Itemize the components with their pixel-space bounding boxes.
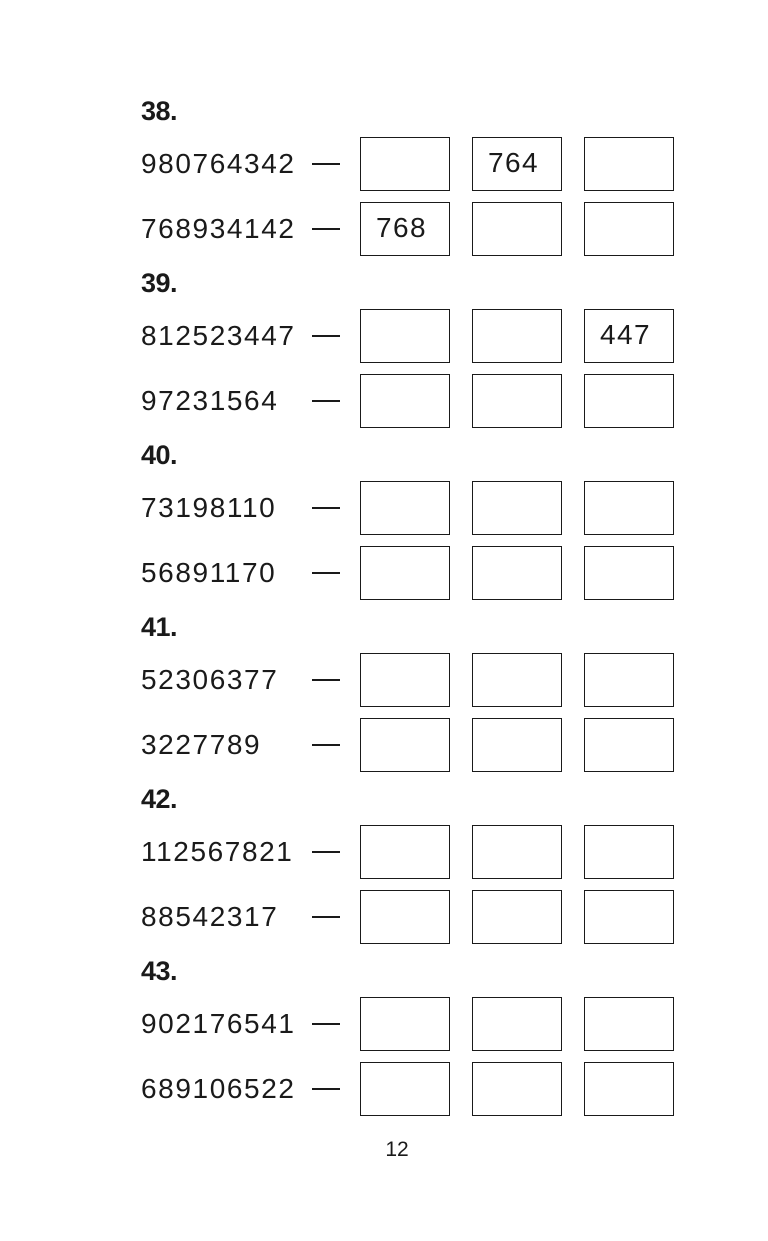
- number-to-split: 88542317: [141, 901, 279, 932]
- answer-box[interactable]: [472, 997, 562, 1051]
- answer-box[interactable]: [584, 825, 674, 879]
- page-number: 12: [385, 1138, 409, 1161]
- em-dash: [312, 507, 340, 509]
- exercise-number: 38.: [141, 96, 178, 126]
- number-to-split: 980764342: [141, 148, 296, 179]
- answer-box[interactable]: [360, 825, 450, 879]
- answer-box[interactable]: [472, 890, 562, 944]
- answer-box[interactable]: 447: [584, 309, 674, 363]
- em-dash: [312, 851, 340, 853]
- number-to-split: 56891170: [141, 557, 277, 588]
- answer-box[interactable]: [360, 1062, 450, 1116]
- em-dash: [312, 163, 340, 165]
- answer-box[interactable]: [584, 718, 674, 772]
- answer-box[interactable]: [360, 309, 450, 363]
- answer-box[interactable]: [360, 890, 450, 944]
- exercise-number: 42.: [141, 784, 178, 814]
- answer-box[interactable]: [472, 309, 562, 363]
- answer-box[interactable]: [472, 481, 562, 535]
- answer-box[interactable]: 764: [472, 137, 562, 191]
- answer-box[interactable]: [360, 997, 450, 1051]
- answer-box[interactable]: [472, 718, 562, 772]
- em-dash: [312, 916, 340, 918]
- number-to-split: 902176541: [141, 1008, 296, 1039]
- answer-box[interactable]: [584, 202, 674, 256]
- answer-box[interactable]: [472, 374, 562, 428]
- answer-box[interactable]: [584, 1062, 674, 1116]
- answer-box[interactable]: [584, 137, 674, 191]
- answer-box[interactable]: [584, 546, 674, 600]
- number-to-split: 812523447: [141, 320, 296, 351]
- number-to-split: 97231564: [141, 385, 279, 416]
- answer-box[interactable]: [360, 481, 450, 535]
- answer-box[interactable]: [584, 374, 674, 428]
- answer-box[interactable]: [360, 137, 450, 191]
- answer-box[interactable]: [584, 653, 674, 707]
- em-dash: [312, 335, 340, 337]
- answer-box[interactable]: [360, 653, 450, 707]
- em-dash: [312, 572, 340, 574]
- em-dash: [312, 1088, 340, 1090]
- number-to-split: 73198110: [141, 492, 277, 523]
- answer-box[interactable]: [472, 825, 562, 879]
- em-dash: [312, 744, 340, 746]
- number-to-split: 112567821: [141, 836, 294, 867]
- answer-box[interactable]: [360, 546, 450, 600]
- answer-box[interactable]: [472, 546, 562, 600]
- exercise-number: 43.: [141, 956, 178, 986]
- exercise-number: 40.: [141, 440, 178, 470]
- em-dash: [312, 679, 340, 681]
- exercise-number: 41.: [141, 612, 178, 642]
- answer-box[interactable]: [360, 718, 450, 772]
- answer-box[interactable]: [360, 374, 450, 428]
- answer-box[interactable]: 768: [360, 202, 450, 256]
- exercise-number: 39.: [141, 268, 178, 298]
- answer-box[interactable]: [472, 202, 562, 256]
- number-to-split: 52306377: [141, 664, 279, 695]
- answer-box[interactable]: [584, 997, 674, 1051]
- answer-box[interactable]: [584, 890, 674, 944]
- answer-box[interactable]: [584, 481, 674, 535]
- number-to-split: 689106522: [141, 1073, 296, 1104]
- number-to-split: 768934142: [141, 213, 296, 244]
- em-dash: [312, 228, 340, 230]
- em-dash: [312, 400, 340, 402]
- number-to-split: 3227789: [141, 729, 262, 760]
- answer-box[interactable]: [472, 1062, 562, 1116]
- answer-box[interactable]: [472, 653, 562, 707]
- em-dash: [312, 1023, 340, 1025]
